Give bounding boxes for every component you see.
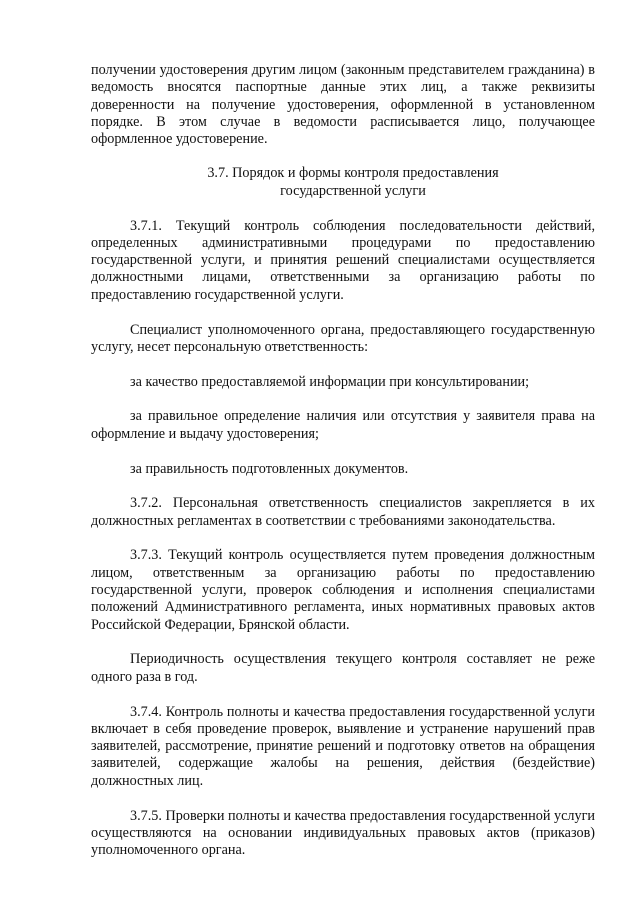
section-heading	[91, 165, 595, 200]
document-page	[91, 62, 595, 877]
paragraph-responsibility-intro: Специалист уполномоченного органа, предоставляющего государственную услугу, несет персональную ответственность:	[91, 321, 595, 355]
section-heading-line-1: 3.7. Порядок и формы контроля предоставления	[207, 165, 499, 182]
paragraph-responsibility-item-1: за качество предоставляемой информации при консультировании;	[130, 373, 530, 390]
section-heading-line-2: государственной услуги	[280, 182, 426, 199]
paragraph-3-7-3: 3.7.3. Текущий контроль осуществляется путем проведения должностным лицом, ответственным за организацию работы по предоставлению государственной услуги, проверок соблюдения и исполнения специалистами положений Административного регламента, иных нормативных правовых актов Российской Федерации, Брянской области.	[91, 547, 595, 633]
paragraph-3-7-1: 3.7.1. Текущий контроль соблюдения последовательности действий, определенных административными процедурами по предоставлению государственной услуги, и принятия решений специалистами осуществляется должностными лицами, ответственными за организацию работы по предоставлению государственной услуги.	[91, 217, 595, 303]
paragraph-responsibility-item-3: за правильность подготовленных документов.	[130, 460, 409, 477]
paragraph-responsibility-item-2: за правильное определение наличия или отсутствия у заявителя права на оформление и выдачу удостоверения;	[91, 408, 595, 442]
paragraph-continuation: получении удостоверения другим лицом (законным представителем гражданина) в ведомость вносятся паспортные данные этих лиц, а также реквизиты доверенности на получение удостоверения, оформленной в установленном порядке. В этом случае в ведомости расписывается лицо, получающее оформленное удостоверение.	[91, 62, 595, 148]
paragraph-3-7-2: 3.7.2. Персональная ответственность специалистов закрепляется в их должностных регламентах в соответствии с требованиями законодательства.	[91, 495, 595, 529]
paragraph-periodicity: Периодичность осуществления текущего контроля составляет не реже одного раза в год.	[91, 651, 595, 685]
paragraph-3-7-4: 3.7.4. Контроль полноты и качества предоставления государственной услуги включает в себя проведение проверок, выявление и устранение нарушений прав заявителей, рассмотрение, принятие решений и подготовку ответов на обращения заявителей, содержащие жалобы на решения, действия (бездействие) должностных лиц.	[91, 703, 595, 789]
paragraph-3-7-5: 3.7.5. Проверки полноты и качества предоставления государственной услуги осуществляются на основании индивидуальных правовых актов (приказов) уполномоченного органа.	[91, 807, 595, 859]
